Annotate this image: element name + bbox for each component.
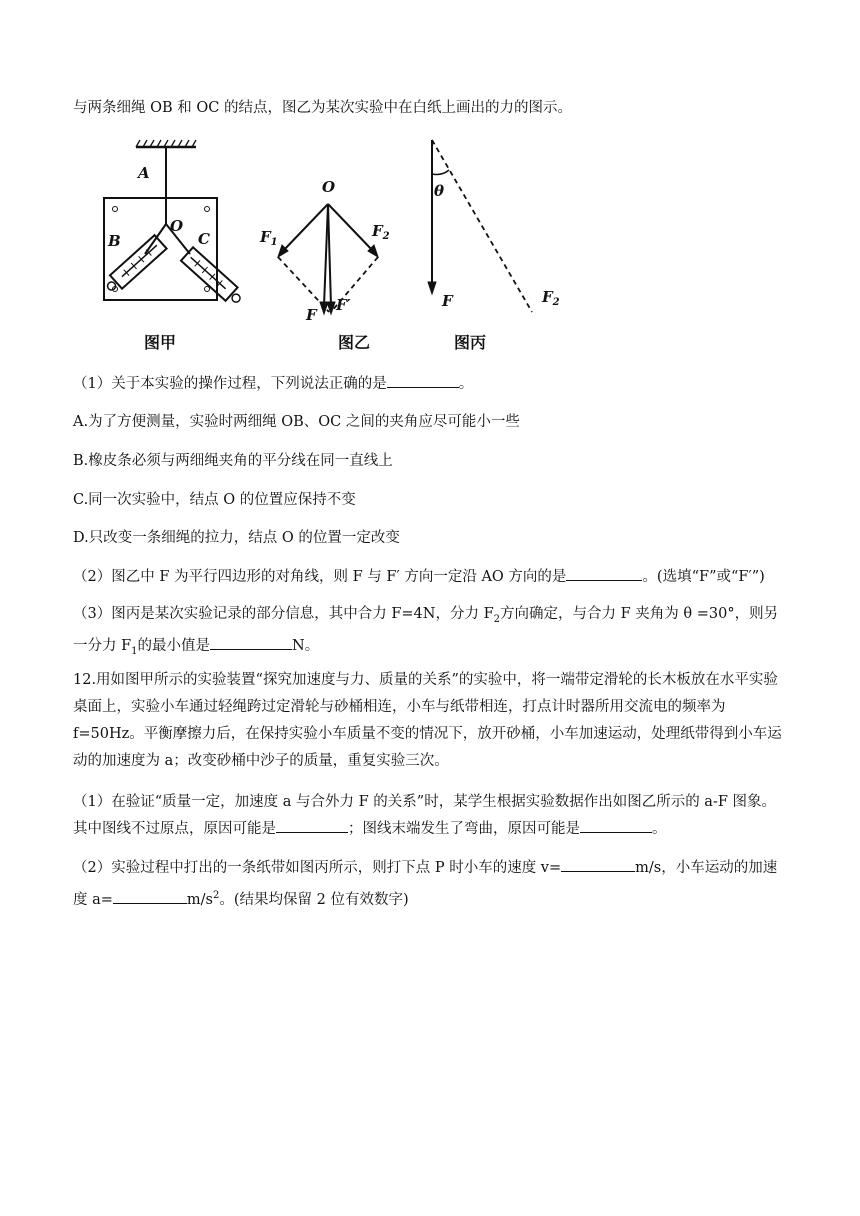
label-F2: $F_2$ xyxy=(372,222,390,242)
label-B: B xyxy=(108,232,121,250)
caption-bing: 图丙 xyxy=(454,333,487,352)
q11-part1-end: 。 xyxy=(458,376,474,392)
q12-part2-c: m/s xyxy=(186,891,213,908)
q11-option-c: C.同一次实验中，结点 O 的位置应保持不变 xyxy=(73,492,356,508)
q11-option-d: D.只改变一条细绳的拉力，结点 O 的位置一定改变 xyxy=(73,530,400,546)
label-Fprime: F′ xyxy=(336,296,351,314)
q12-part1-a: （1）在验证“质量一定，加速度 a 与合外力 F 的关系”时，某学生根据实验数据作出如图乙所示的 a-F 图象。其中图线不过原点，原因可能是 xyxy=(73,794,777,837)
label-F-yi: F xyxy=(306,306,317,324)
answer-blank xyxy=(113,889,187,904)
q12-part1 xyxy=(73,789,789,843)
label-F2-bing: $F_2$ xyxy=(542,288,560,308)
caption-yi: 图乙 xyxy=(338,333,371,352)
q12-part2-end: 。(结果均保留 2 位有效数字) xyxy=(219,891,409,908)
q11-option-b: B.橡皮条必须与两细绳夹角的平分线在同一直线上 xyxy=(73,453,393,469)
label-F-bing: F xyxy=(442,292,453,310)
label-O-yi: O xyxy=(322,178,336,196)
q11-part3-c: 的最小值是 xyxy=(137,637,211,654)
q11-option-a: A.为了方便测量，实验时两细绳 OB、OC 之间的夹角应尽可能小一些 xyxy=(73,414,520,430)
figure-force-experiment xyxy=(70,136,570,358)
q11-part3-sub: 2 xyxy=(493,613,501,625)
answer-blank xyxy=(580,818,652,833)
label-C: C xyxy=(198,230,210,248)
label-O-jia: O xyxy=(170,217,184,235)
q11-part3-a: （3）图丙是某次实验记录的部分信息，其中合力 F=4N，分力 F xyxy=(73,606,494,622)
figure-svg xyxy=(70,136,570,358)
q12-part2-b: m/s，小车运动的加速度 a= xyxy=(73,860,778,908)
q11-part2 xyxy=(73,566,789,588)
label-F1: $F_1$ xyxy=(260,228,278,248)
figure-bing xyxy=(428,140,532,312)
q12-part1-b: ；图线末端发生了弯曲，原因可能是 xyxy=(348,821,580,837)
answer-blank xyxy=(210,635,292,650)
answer-blank xyxy=(387,373,459,388)
q11-part3-end: N。 xyxy=(292,637,320,654)
q12-stem: 12.用如图甲所示的实验装置“探究加速度与力、质量的关系”的实验中，将一端带定滑轮的长木板放在水平实验桌面上，实验小车通过轻绳跨过定滑轮与砂桶相连，小车与纸带相连，打点计时器所用交流电的频率为 f=50Hz。平衡摩擦力后，在保持实验小车质量不变的情况下，放开砂桶，小车加速运动，处理纸带得到小车运动的加速度为 a；改变砂桶中沙子的质量，重复实验三次。 xyxy=(73,672,782,769)
q12-part2-sup: 2 xyxy=(212,890,220,901)
q11-part3-b: 方向确定，与合力 F 夹角为 θ =30°，则另一分力 F xyxy=(73,606,779,654)
q12-part2 xyxy=(73,855,789,914)
intro-text: 与两条细绳 OB 和 OC 的结点，图乙为某次实验中在白纸上画出的力的图示。 xyxy=(73,100,572,116)
label-A: A xyxy=(138,164,150,182)
q12-part1-end: 。 xyxy=(652,821,667,837)
q11-part1-stem: （1）关于本实验的操作过程，下列说法正确的是 xyxy=(73,376,387,392)
answer-blank xyxy=(566,566,642,581)
q11-part3 xyxy=(73,601,789,665)
answer-blank xyxy=(276,818,348,833)
label-theta: θ xyxy=(434,182,445,200)
q12-part2-a: （2）实验过程中打出的一条纸带如图丙所示，则打下点 P 时小车的速度 v= xyxy=(73,860,562,876)
caption-jia: 图甲 xyxy=(144,333,177,352)
figure-yi xyxy=(278,204,378,314)
answer-blank xyxy=(561,857,635,872)
q11-part3-sub2: 1 xyxy=(131,645,138,657)
q11-part1 xyxy=(73,373,789,395)
q11-part2-end: 。(选填“F”或“F′”) xyxy=(642,569,765,585)
q11-part2-stem: （2）图乙中 F 为平行四边形的对角线，则 F 与 F′ 方向一定沿 AO 方向的是 xyxy=(73,569,567,585)
